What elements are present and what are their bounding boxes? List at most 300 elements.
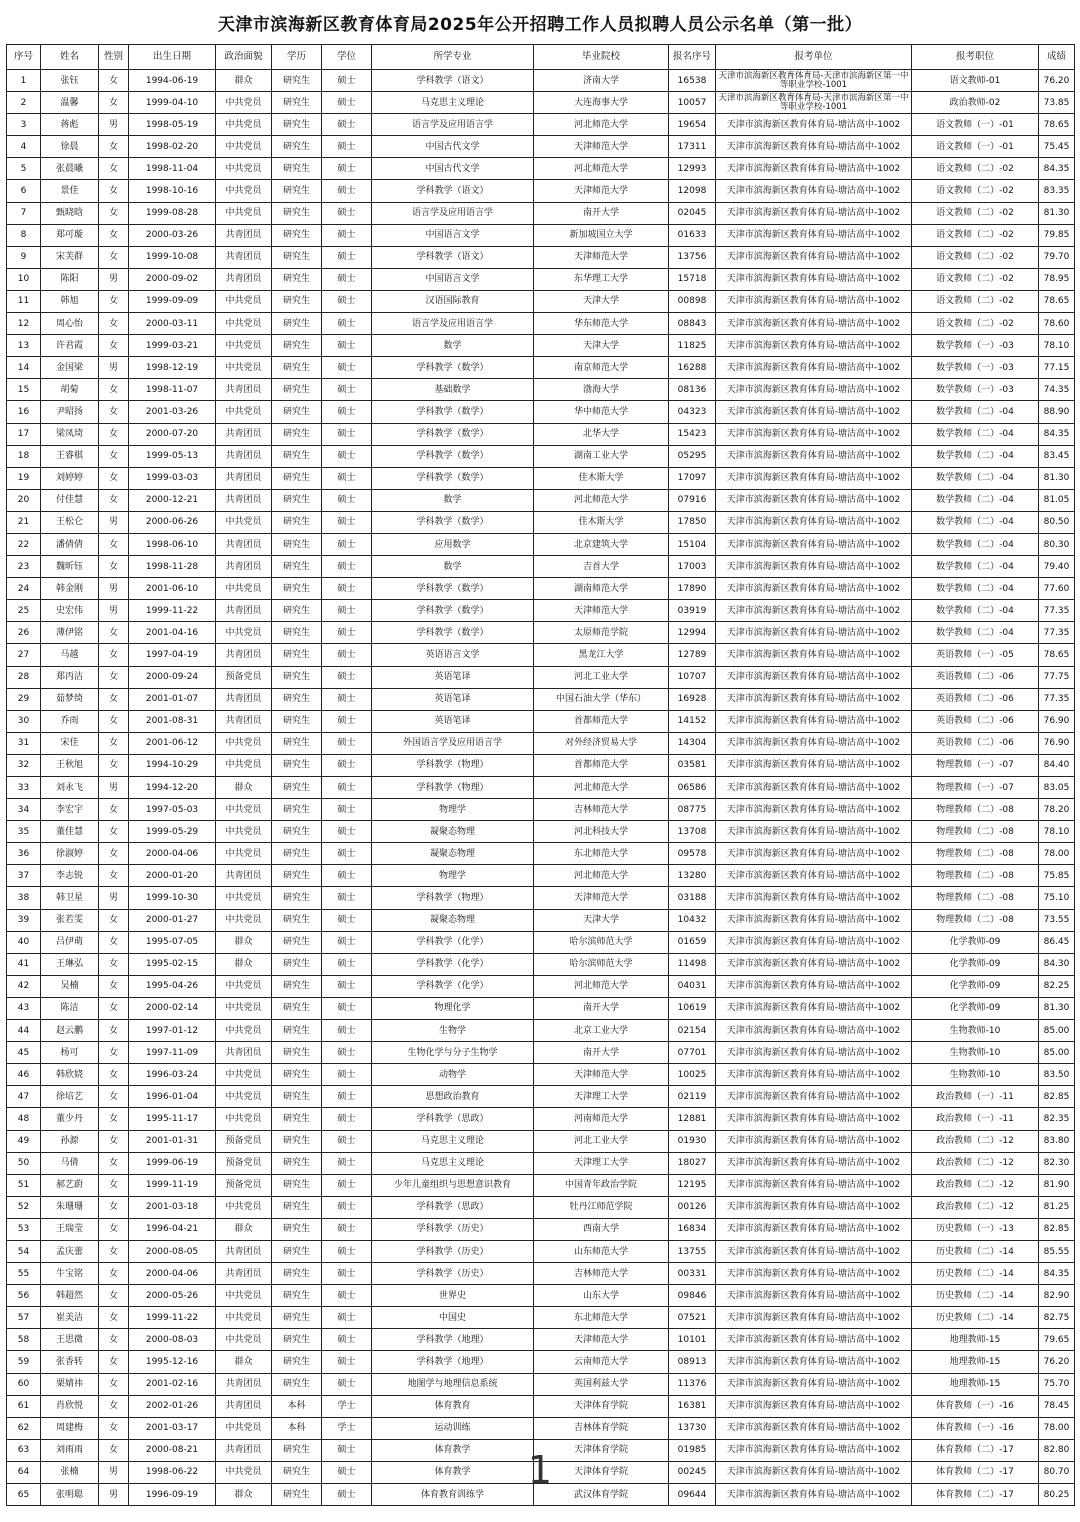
cell-political-status: 共青团员 — [216, 423, 272, 445]
cell-birth-date: 2001-06-12 — [129, 732, 216, 754]
table-row — [7, 1395, 1075, 1417]
cell-score: 81.25 — [1039, 1196, 1075, 1218]
cell-education: 研究生 — [272, 732, 322, 754]
cell-political-status: 共青团员 — [216, 644, 272, 666]
cell-gender: 男 — [99, 1461, 129, 1483]
cell-gender: 女 — [99, 975, 129, 997]
cell-position: 政治教师（二）-12 — [912, 1152, 1039, 1174]
cell-degree: 硕士 — [322, 180, 372, 202]
cell-reg-no: 03581 — [669, 754, 716, 776]
cell-birth-date: 2000-03-26 — [129, 224, 216, 246]
cell-school: 天津师范大学 — [534, 246, 669, 268]
cell-position: 历史教师（二）-14 — [912, 1240, 1039, 1262]
cell-gender: 女 — [99, 1395, 129, 1417]
cell-political-status: 中共党员 — [216, 1196, 272, 1218]
cell-position: 语文教师（二）-02 — [912, 180, 1039, 202]
cell-name: 潘倩倩 — [41, 533, 99, 555]
cell-birth-date: 1994-06-19 — [129, 70, 216, 92]
cell-score: 84.35 — [1039, 158, 1075, 180]
table-row — [7, 313, 1075, 335]
cell-education: 研究生 — [272, 688, 322, 710]
table-row — [7, 180, 1075, 202]
cell-birth-date: 1998-10-16 — [129, 180, 216, 202]
table-row — [7, 224, 1075, 246]
cell-political-status: 共青团员 — [216, 710, 272, 732]
cell-birth-date: 2000-01-27 — [129, 909, 216, 931]
cell-gender: 女 — [99, 1351, 129, 1373]
cell-degree: 硕士 — [322, 335, 372, 357]
cell-seq: 52 — [7, 1196, 41, 1218]
cell-seq: 16 — [7, 401, 41, 423]
cell-position: 数学教师（二）-04 — [912, 445, 1039, 467]
cell-education: 研究生 — [272, 644, 322, 666]
cell-reg-no: 18027 — [669, 1152, 716, 1174]
cell-position: 语文教师（二）-02 — [912, 313, 1039, 335]
cell-political-status: 中共党员 — [216, 1417, 272, 1439]
cell-degree: 硕士 — [322, 1042, 372, 1064]
cell-gender: 女 — [99, 313, 129, 335]
cell-birth-date: 2000-05-26 — [129, 1285, 216, 1307]
table-row — [7, 843, 1075, 865]
cell-position: 语文教师（二）-02 — [912, 290, 1039, 312]
cell-political-status: 中共党员 — [216, 732, 272, 754]
cell-unit: 天津市滨海新区教育体育局-塘沽高中-1002 — [716, 1351, 912, 1373]
cell-degree: 硕士 — [322, 644, 372, 666]
cell-birth-date: 2001-08-31 — [129, 710, 216, 732]
cell-degree: 硕士 — [322, 1218, 372, 1240]
cell-unit: 天津市滨海新区教育体育局-塘沽高中-1002 — [716, 777, 912, 799]
cell-name: 董少丹 — [41, 1108, 99, 1130]
cell-seq: 23 — [7, 556, 41, 578]
cell-gender: 女 — [99, 1152, 129, 1174]
cell-score: 78.65 — [1039, 114, 1075, 136]
cell-major: 学科教学（语文） — [372, 246, 534, 268]
cell-seq: 7 — [7, 202, 41, 224]
cell-gender: 女 — [99, 136, 129, 158]
cell-school: 新加坡国立大学 — [534, 224, 669, 246]
cell-political-status: 中共党员 — [216, 1108, 272, 1130]
cell-education: 研究生 — [272, 1064, 322, 1086]
cell-reg-no: 14152 — [669, 710, 716, 732]
cell-seq: 12 — [7, 313, 41, 335]
cell-political-status: 共青团员 — [216, 246, 272, 268]
header-row — [7, 45, 1075, 70]
cell-major: 英语笔译 — [372, 710, 534, 732]
cell-gender: 女 — [99, 710, 129, 732]
cell-position: 英语教师（二）-06 — [912, 666, 1039, 688]
cell-seq: 27 — [7, 644, 41, 666]
cell-major: 英语语言文学 — [372, 644, 534, 666]
cell-major: 体育教学 — [372, 1461, 534, 1483]
cell-seq: 62 — [7, 1417, 41, 1439]
cell-political-status: 群众 — [216, 777, 272, 799]
cell-gender: 女 — [99, 379, 129, 401]
cell-reg-no: 11376 — [669, 1373, 716, 1395]
cell-education: 研究生 — [272, 578, 322, 600]
cell-name: 李志锐 — [41, 865, 99, 887]
cell-seq: 31 — [7, 732, 41, 754]
cell-education: 研究生 — [272, 136, 322, 158]
cell-seq: 59 — [7, 1351, 41, 1373]
cell-score: 78.45 — [1039, 1395, 1075, 1417]
cell-political-status: 中共党员 — [216, 843, 272, 865]
cell-major: 动物学 — [372, 1064, 534, 1086]
cell-school: 首都师范大学 — [534, 710, 669, 732]
cell-unit: 天津市滨海新区教育体育局-塘沽高中-1002 — [716, 1240, 912, 1262]
cell-score: 78.00 — [1039, 843, 1075, 865]
cell-seq: 6 — [7, 180, 41, 202]
cell-major: 凝聚态物理 — [372, 821, 534, 843]
table-row — [7, 1130, 1075, 1152]
cell-reg-no: 08136 — [669, 379, 716, 401]
cell-school: 东北师范大学 — [534, 1307, 669, 1329]
cell-reg-no: 01659 — [669, 931, 716, 953]
cell-education: 研究生 — [272, 290, 322, 312]
cell-education: 研究生 — [272, 1020, 322, 1042]
cell-major: 学科教学（历史） — [372, 1263, 534, 1285]
cell-unit: 天津市滨海新区教育体育局-塘沽高中-1002 — [716, 821, 912, 843]
cell-name: 肖欣悦 — [41, 1395, 99, 1417]
cell-political-status: 群众 — [216, 1218, 272, 1240]
cell-political-status: 中共党员 — [216, 401, 272, 423]
cell-seq: 43 — [7, 997, 41, 1019]
cell-unit: 天津市滨海新区教育体育局-塘沽高中-1002 — [716, 1064, 912, 1086]
cell-name: 孙源 — [41, 1130, 99, 1152]
cell-political-status: 群众 — [216, 931, 272, 953]
cell-seq: 40 — [7, 931, 41, 953]
cell-name: 马倩 — [41, 1152, 99, 1174]
cell-reg-no: 16288 — [669, 357, 716, 379]
cell-school: 吉林体育学院 — [534, 1417, 669, 1439]
cell-school: 天津师范大学 — [534, 600, 669, 622]
cell-unit: 天津市滨海新区教育体育局-天津市滨海新区第一中等职业学校-1001 — [716, 92, 912, 114]
cell-degree: 硕士 — [322, 92, 372, 114]
cell-school: 河北师范大学 — [534, 777, 669, 799]
cell-education: 研究生 — [272, 445, 322, 467]
column-header-political-status: 政治面貌 — [216, 45, 272, 70]
cell-unit: 天津市滨海新区教育体育局-塘沽高中-1002 — [716, 489, 912, 511]
cell-name: 王松仑 — [41, 511, 99, 533]
cell-birth-date: 1999-06-19 — [129, 1152, 216, 1174]
cell-degree: 硕士 — [322, 313, 372, 335]
cell-political-status: 群众 — [216, 953, 272, 975]
cell-political-status: 共青团员 — [216, 489, 272, 511]
cell-major: 学科教学（数学） — [372, 357, 534, 379]
cell-seq: 57 — [7, 1307, 41, 1329]
cell-education: 研究生 — [272, 1439, 322, 1461]
cell-major: 学科教学（化学） — [372, 953, 534, 975]
cell-birth-date: 1999-11-19 — [129, 1174, 216, 1196]
table-row — [7, 578, 1075, 600]
table-row — [7, 1240, 1075, 1262]
table-row — [7, 1307, 1075, 1329]
cell-reg-no: 10619 — [669, 997, 716, 1019]
cell-education: 研究生 — [272, 246, 322, 268]
cell-degree: 学士 — [322, 1417, 372, 1439]
cell-unit: 天津市滨海新区教育体育局-塘沽高中-1002 — [716, 1218, 912, 1240]
cell-position: 数学教师（二）-04 — [912, 423, 1039, 445]
cell-unit: 天津市滨海新区教育体育局-塘沽高中-1002 — [716, 1042, 912, 1064]
cell-education: 研究生 — [272, 600, 322, 622]
table-row — [7, 1329, 1075, 1351]
cell-name: 周心怡 — [41, 313, 99, 335]
cell-degree: 硕士 — [322, 600, 372, 622]
cell-unit: 天津市滨海新区教育体育局-塘沽高中-1002 — [716, 710, 912, 732]
cell-unit: 天津市滨海新区教育体育局-塘沽高中-1002 — [716, 600, 912, 622]
table-row — [7, 423, 1075, 445]
cell-unit: 天津市滨海新区教育体育局-塘沽高中-1002 — [716, 533, 912, 555]
cell-unit: 天津市滨海新区教育体育局-塘沽高中-1002 — [716, 688, 912, 710]
cell-gender: 女 — [99, 644, 129, 666]
table-row — [7, 909, 1075, 931]
cell-degree: 硕士 — [322, 1196, 372, 1218]
cell-seq: 53 — [7, 1218, 41, 1240]
cell-degree: 硕士 — [322, 666, 372, 688]
cell-reg-no: 16381 — [669, 1395, 716, 1417]
cell-education: 研究生 — [272, 92, 322, 114]
cell-name: 王瑞莹 — [41, 1218, 99, 1240]
cell-score: 78.65 — [1039, 644, 1075, 666]
cell-reg-no: 15423 — [669, 423, 716, 445]
cell-degree: 硕士 — [322, 158, 372, 180]
cell-degree: 硕士 — [322, 953, 372, 975]
cell-education: 研究生 — [272, 1461, 322, 1483]
cell-gender: 女 — [99, 622, 129, 644]
cell-education: 研究生 — [272, 909, 322, 931]
cell-position: 英语教师（一）-05 — [912, 644, 1039, 666]
cell-name: 景佳 — [41, 180, 99, 202]
cell-unit: 天津市滨海新区教育体育局-塘沽高中-1002 — [716, 1395, 912, 1417]
cell-political-status: 共青团员 — [216, 1240, 272, 1262]
cell-seq: 29 — [7, 688, 41, 710]
cell-name: 刘婷婷 — [41, 467, 99, 489]
cell-degree: 硕士 — [322, 357, 372, 379]
cell-education: 研究生 — [272, 1484, 322, 1506]
cell-name: 张若雯 — [41, 909, 99, 931]
cell-education: 研究生 — [272, 401, 322, 423]
cell-score: 76.20 — [1039, 1351, 1075, 1373]
cell-birth-date: 1999-10-30 — [129, 887, 216, 909]
cell-name: 温馨 — [41, 92, 99, 114]
table-row — [7, 92, 1075, 114]
cell-birth-date: 1998-11-07 — [129, 379, 216, 401]
cell-reg-no: 16538 — [669, 70, 716, 92]
cell-birth-date: 1998-02-20 — [129, 136, 216, 158]
cell-education: 研究生 — [272, 511, 322, 533]
cell-reg-no: 00245 — [669, 1461, 716, 1483]
cell-position: 语文教师-01 — [912, 70, 1039, 92]
cell-school: 天津理工大学 — [534, 1086, 669, 1108]
cell-gender: 女 — [99, 732, 129, 754]
cell-birth-date: 2000-02-14 — [129, 997, 216, 1019]
cell-degree: 硕士 — [322, 467, 372, 489]
cell-seq: 30 — [7, 710, 41, 732]
cell-gender: 女 — [99, 688, 129, 710]
table-row — [7, 1042, 1075, 1064]
cell-degree: 硕士 — [322, 1351, 372, 1373]
cell-education: 本科 — [272, 1417, 322, 1439]
cell-reg-no: 17097 — [669, 467, 716, 489]
cell-political-status: 共青团员 — [216, 1395, 272, 1417]
cell-gender: 女 — [99, 246, 129, 268]
cell-position: 化学教师-09 — [912, 931, 1039, 953]
cell-unit: 天津市滨海新区教育体育局-塘沽高中-1002 — [716, 1329, 912, 1351]
cell-major: 语言学及应用语言学 — [372, 313, 534, 335]
cell-seq: 37 — [7, 865, 41, 887]
cell-political-status: 中共党员 — [216, 136, 272, 158]
cell-name: 韩卫星 — [41, 887, 99, 909]
cell-education: 研究生 — [272, 70, 322, 92]
cell-degree: 硕士 — [322, 1373, 372, 1395]
cell-score: 84.30 — [1039, 953, 1075, 975]
cell-school: 中国青年政治学院 — [534, 1174, 669, 1196]
cell-seq: 2 — [7, 92, 41, 114]
cell-position: 数学教师（二）-04 — [912, 533, 1039, 555]
cell-education: 研究生 — [272, 180, 322, 202]
cell-school: 东华理工大学 — [534, 268, 669, 290]
cell-major: 少年儿童组织与思想意识教育 — [372, 1174, 534, 1196]
cell-education: 研究生 — [272, 357, 322, 379]
cell-position: 生物教师-10 — [912, 1020, 1039, 1042]
cell-major: 学科教学（思政） — [372, 1108, 534, 1130]
cell-major: 学科教学（地理） — [372, 1329, 534, 1351]
cell-reg-no: 02119 — [669, 1086, 716, 1108]
column-header-education: 学历 — [272, 45, 322, 70]
cell-degree: 硕士 — [322, 268, 372, 290]
cell-gender: 男 — [99, 511, 129, 533]
cell-degree: 硕士 — [322, 931, 372, 953]
cell-school: 湖南工业大学 — [534, 445, 669, 467]
cell-position: 英语教师（二）-06 — [912, 688, 1039, 710]
cell-education: 研究生 — [272, 158, 322, 180]
table-row — [7, 1218, 1075, 1240]
cell-reg-no: 10432 — [669, 909, 716, 931]
cell-seq: 35 — [7, 821, 41, 843]
table-row — [7, 1020, 1075, 1042]
cell-seq: 15 — [7, 379, 41, 401]
cell-reg-no: 12098 — [669, 180, 716, 202]
cell-score: 86.45 — [1039, 931, 1075, 953]
cell-education: 研究生 — [272, 1130, 322, 1152]
cell-school: 南京师范大学 — [534, 357, 669, 379]
cell-gender: 女 — [99, 92, 129, 114]
cell-position: 化学教师-09 — [912, 997, 1039, 1019]
cell-reg-no: 12881 — [669, 1108, 716, 1130]
cell-education: 研究生 — [272, 821, 322, 843]
cell-birth-date: 2000-04-06 — [129, 1263, 216, 1285]
cell-unit: 天津市滨海新区教育体育局-塘沽高中-1002 — [716, 202, 912, 224]
cell-score: 88.90 — [1039, 401, 1075, 423]
cell-major: 学科教学（语文） — [372, 180, 534, 202]
cell-birth-date: 2000-08-05 — [129, 1240, 216, 1262]
cell-seq: 22 — [7, 533, 41, 555]
cell-school: 南开大学 — [534, 202, 669, 224]
cell-school: 云南师范大学 — [534, 1351, 669, 1373]
cell-reg-no: 04323 — [669, 401, 716, 423]
cell-unit: 天津市滨海新区教育体育局-塘沽高中-1002 — [716, 556, 912, 578]
table-row — [7, 401, 1075, 423]
cell-degree: 硕士 — [322, 379, 372, 401]
cell-name: 宋芙群 — [41, 246, 99, 268]
cell-major: 学科教学（物理） — [372, 887, 534, 909]
cell-birth-date: 1999-03-03 — [129, 467, 216, 489]
cell-score: 78.10 — [1039, 335, 1075, 357]
cell-gender: 男 — [99, 600, 129, 622]
cell-position: 政治教师（二）-12 — [912, 1130, 1039, 1152]
cell-seq: 32 — [7, 754, 41, 776]
cell-education: 研究生 — [272, 997, 322, 1019]
cell-major: 学科教学（地理） — [372, 1351, 534, 1373]
cell-gender: 男 — [99, 357, 129, 379]
cell-major: 学科教学（化学） — [372, 975, 534, 997]
cell-school: 西南大学 — [534, 1218, 669, 1240]
cell-major: 学科教学（数学） — [372, 467, 534, 489]
cell-position: 数学教师（二）-04 — [912, 511, 1039, 533]
cell-political-status: 中共党员 — [216, 180, 272, 202]
cell-school: 大连海事大学 — [534, 92, 669, 114]
cell-name: 茹梦绮 — [41, 688, 99, 710]
cell-political-status: 中共党员 — [216, 92, 272, 114]
cell-reg-no: 01985 — [669, 1439, 716, 1461]
cell-degree: 硕士 — [322, 754, 372, 776]
cell-position: 数学教师（二）-04 — [912, 600, 1039, 622]
cell-position: 数学教师（二）-04 — [912, 467, 1039, 489]
cell-degree: 硕士 — [322, 732, 372, 754]
cell-score: 83.50 — [1039, 1064, 1075, 1086]
cell-score: 78.00 — [1039, 1417, 1075, 1439]
cell-reg-no: 02154 — [669, 1020, 716, 1042]
cell-major: 体育教学 — [372, 1439, 534, 1461]
cell-major: 马克思主义理论 — [372, 1152, 534, 1174]
column-header-degree: 学位 — [322, 45, 372, 70]
cell-education: 研究生 — [272, 1218, 322, 1240]
cell-gender: 女 — [99, 1196, 129, 1218]
table-body — [7, 70, 1075, 1506]
cell-birth-date: 1995-02-15 — [129, 953, 216, 975]
cell-score: 79.40 — [1039, 556, 1075, 578]
cell-reg-no: 10025 — [669, 1064, 716, 1086]
cell-unit: 天津市滨海新区教育体育局-塘沽高中-1002 — [716, 1484, 912, 1506]
cell-reg-no: 11498 — [669, 953, 716, 975]
cell-major: 学科教学（物理） — [372, 754, 534, 776]
cell-gender: 女 — [99, 997, 129, 1019]
cell-political-status: 共青团员 — [216, 1263, 272, 1285]
cell-gender: 女 — [99, 1285, 129, 1307]
cell-unit: 天津市滨海新区教育体育局-塘沽高中-1002 — [716, 1263, 912, 1285]
cell-political-status: 中共党员 — [216, 114, 272, 136]
cell-degree: 硕士 — [322, 1484, 372, 1506]
table-row — [7, 600, 1075, 622]
cell-name: 张明聪 — [41, 1484, 99, 1506]
cell-position: 化学教师-09 — [912, 975, 1039, 997]
cell-score: 75.10 — [1039, 887, 1075, 909]
cell-degree: 硕士 — [322, 821, 372, 843]
cell-unit: 天津市滨海新区教育体育局-塘沽高中-1002 — [716, 622, 912, 644]
cell-degree: 硕士 — [322, 1240, 372, 1262]
cell-position: 物理教师（二）-08 — [912, 821, 1039, 843]
cell-score: 82.75 — [1039, 1307, 1075, 1329]
cell-name: 徐淑婷 — [41, 843, 99, 865]
cell-political-status: 中共党员 — [216, 357, 272, 379]
cell-political-status: 中共党员 — [216, 578, 272, 600]
cell-degree: 硕士 — [322, 202, 372, 224]
cell-name: 崔美洁 — [41, 1307, 99, 1329]
cell-position: 体育教师（一）-16 — [912, 1417, 1039, 1439]
cell-degree: 硕士 — [322, 1263, 372, 1285]
cell-education: 研究生 — [272, 1108, 322, 1130]
cell-gender: 女 — [99, 1263, 129, 1285]
cell-birth-date: 1997-01-12 — [129, 1020, 216, 1042]
